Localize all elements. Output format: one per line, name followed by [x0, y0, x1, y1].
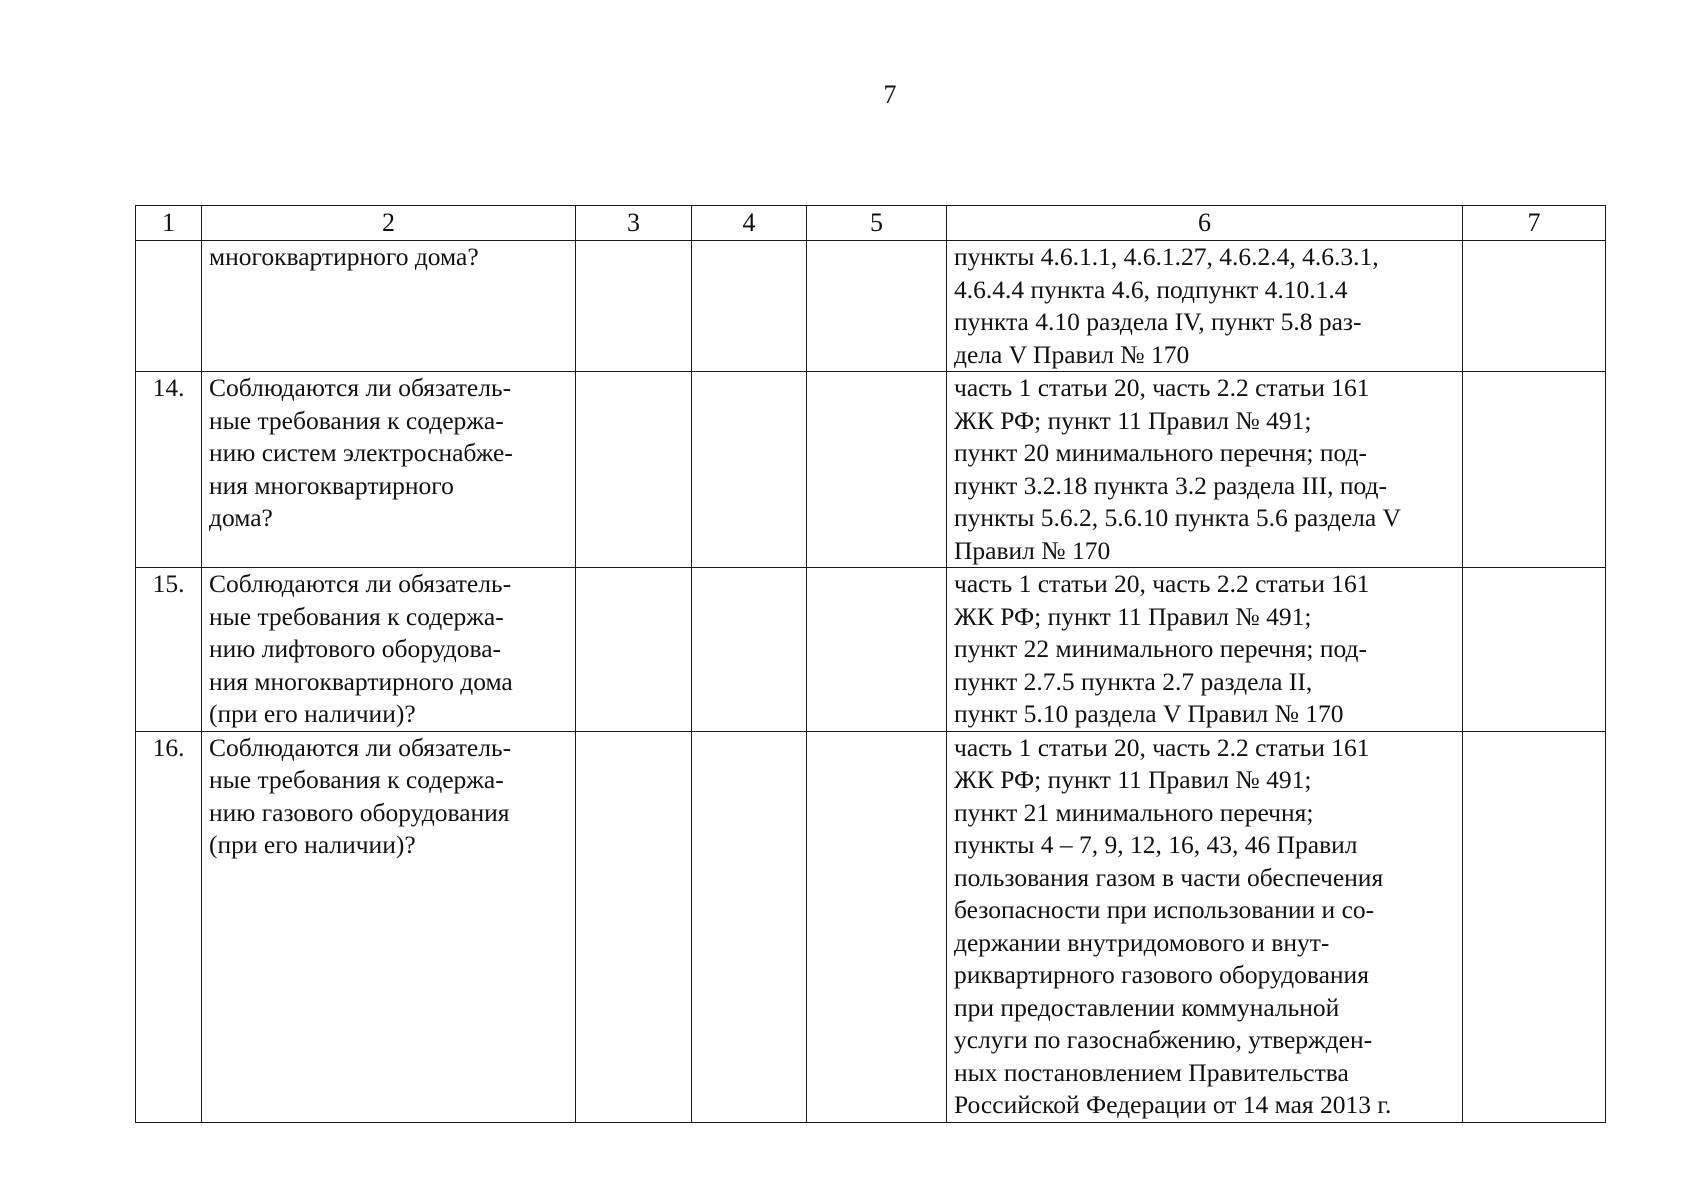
inspection-table [135, 205, 1606, 1123]
row-number: 14. [136, 372, 202, 568]
reference-cell: пункты 4.6.1.1, 4.6.1.27, 4.6.2.4, 4.6.3.1, 4.6.4.4 пункта 4.6, подпункт 4.10.1.4 пункта 4.10 раздела IV, пункт 5.8 раз- дела V Правил № 170 [947, 241, 1463, 372]
table-row [136, 568, 1606, 732]
header-col-1: 1 [136, 206, 202, 241]
header-col-4: 4 [692, 206, 807, 241]
empty-cell [1463, 731, 1606, 1122]
empty-cell [1463, 372, 1606, 568]
empty-cell [807, 731, 947, 1122]
header-col-2: 2 [202, 206, 576, 241]
table-row [136, 731, 1606, 1122]
question-cell: Соблюдаются ли обязатель- ные требования к содержа- нию лифтового оборудова- ния многоквартирного дома (при его наличии)? [202, 568, 576, 732]
empty-cell [807, 372, 947, 568]
question-cell: Соблюдаются ли обязатель- ные требования к содержа- нию систем электроснабже- ния многоквартирного дома? [202, 372, 576, 568]
empty-cell [1463, 568, 1606, 732]
empty-cell [692, 731, 807, 1122]
row-number [136, 241, 202, 372]
row-number: 15. [136, 568, 202, 732]
empty-cell [692, 241, 807, 372]
empty-cell [807, 568, 947, 732]
empty-cell [576, 372, 692, 568]
empty-cell [692, 568, 807, 732]
empty-cell [807, 241, 947, 372]
reference-cell: часть 1 статьи 20, часть 2.2 статьи 161 ЖК РФ; пункт 11 Правил № 491; пункт 20 минимального перечня; под- пункт 3.2.18 пункта 3.2 раздела III, под- пункты 5.6.2, 5.6.10 пункта 5.6 раздела V Правил № 170 [947, 372, 1463, 568]
question-cell: Соблюдаются ли обязатель- ные требования к содержа- нию газового оборудования (при его наличии)? [202, 731, 576, 1122]
header-col-7: 7 [1463, 206, 1606, 241]
header-row [136, 206, 1606, 241]
header-col-6: 6 [947, 206, 1463, 241]
header-col-5: 5 [807, 206, 947, 241]
page-number: 7 [883, 80, 897, 109]
question-cell: многоквартирного дома? [202, 241, 576, 372]
reference-cell: часть 1 статьи 20, часть 2.2 статьи 161 ЖК РФ; пункт 11 Правил № 491; пункт 21 минимального перечня; пункты 4 – 7, 9, 12, 16, 43, 46 Правил пользования газом в части обеспечения безопасности при использовании и со- держании внутридомового и внут- риквартирного газового оборудования при предоставлении коммунальной услуги по газоснабжению, утвержден- ных постановлением Правительства Российской Федерации от 14 мая 2013 г. [947, 731, 1463, 1122]
empty-cell [692, 372, 807, 568]
reference-cell: часть 1 статьи 20, часть 2.2 статьи 161 ЖК РФ; пункт 11 Правил № 491; пункт 22 минимального перечня; под- пункт 2.7.5 пункта 2.7 раздела II, пункт 5.10 раздела V Правил № 170 [947, 568, 1463, 732]
header-col-3: 3 [576, 206, 692, 241]
empty-cell [1463, 241, 1606, 372]
empty-cell [576, 568, 692, 732]
empty-cell [576, 241, 692, 372]
row-number: 16. [136, 731, 202, 1122]
table-row [136, 372, 1606, 568]
table-row [136, 241, 1606, 372]
empty-cell [576, 731, 692, 1122]
